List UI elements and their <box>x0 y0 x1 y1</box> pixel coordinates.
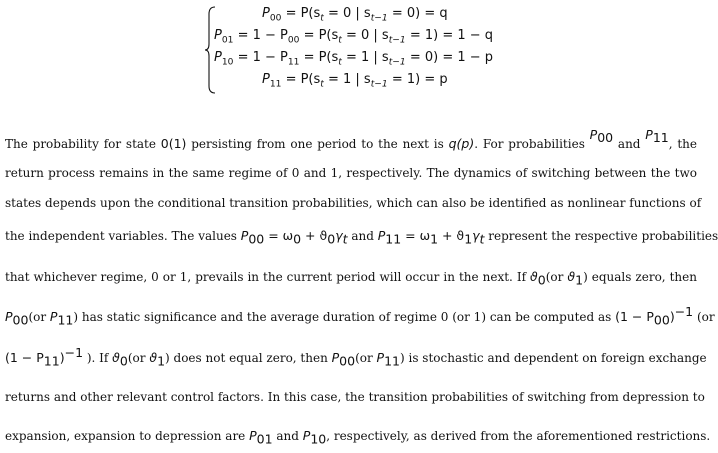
paragraph-line-7: $(1 - P_{11})^{-1}$ ). If $ϑ_0(or$ $ϑ_1$) does not equal zero, then $P_{00}(or$ $P_{11}$) is stochastic and dependent on foreign exchange <box>5 345 707 369</box>
equation-p11: $P_{11} = P(s_t = 1$ | $s_{t-1} = 1) = p$ <box>262 72 448 90</box>
paragraph-line-3: states depends upon the conditional transition probabilities, which can also be identified as nonlinear functions of <box>5 196 702 210</box>
equation-p00: $P_{00} = P(s_t = 0$ | $s_{t-1} = 0) = q$ <box>262 6 448 24</box>
paragraph-line-8: returns and other relevant control factors. In this case, the transition probabilities of switching from depression to <box>5 390 705 404</box>
paragraph-line-9: expansion, expansion to depression are $P_{01}$ and $P_{10}$, respectively, as derived from the aforementioned restrictions. <box>5 428 711 447</box>
equation-p01: $P_{01} = 1 - P_{00} = P(s_t = 0$ | $s_{t-1} = 1) = 1 - q$ <box>214 28 494 46</box>
equation-system <box>204 6 524 94</box>
paragraph-line-5: that whichever regime, 0 or 1, prevails in the current period will occur in the next. If $ϑ_0(or$ $ϑ_1$) equals zero, then <box>5 269 697 288</box>
equation-p10: $P_{10} = 1 - P_{11} = P(s_t = 1$ | $s_{t-1} = 0) = 1 - p$ <box>214 50 494 68</box>
paragraph-line-1: The probability for state 0(1) persisting from one period to the next is q(p). For probabilities $P_{00}$ and $P_{11}$, the <box>5 127 697 151</box>
paragraph-line-4: the independent variables. The values $P_{00} = \omega_0 + ϑ_0\gamma_t$ and $P_{11} = \omega_1 + ϑ_1\gamma_t$ represent the respective probabilities <box>5 228 718 247</box>
paragraph-line-6: $P_{00}(or$ $P_{11}$) has static significance and the average duration of regime 0 (or 1) can be computed as $(1 - P_{00})^{-1}$ (or <box>5 304 715 328</box>
paragraph-line-2: return process remains in the same regime of 0 and 1, respectively. The dynamics of switching between the two <box>5 166 697 180</box>
